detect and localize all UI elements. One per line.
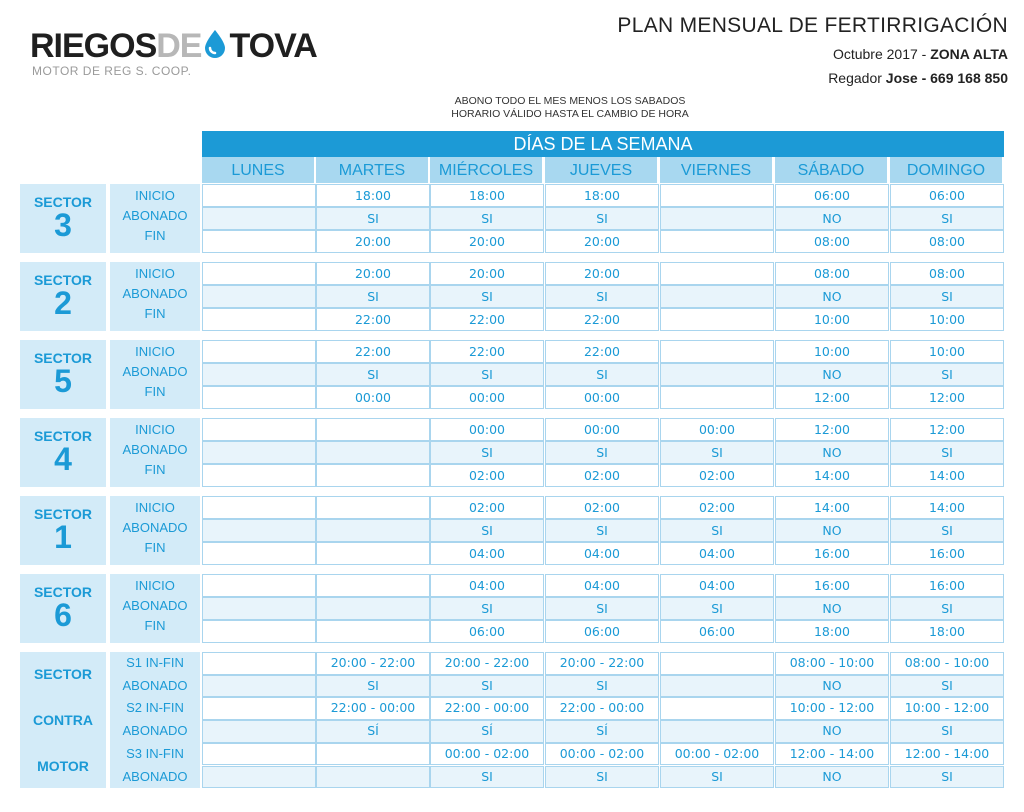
- schedule-cell: 06:00: [890, 184, 1004, 207]
- schedule-cell: 16:00: [775, 542, 889, 565]
- row-label: FIN: [144, 462, 166, 477]
- schedule-cell: [202, 285, 316, 308]
- schedule-cell: 02:00: [430, 464, 544, 487]
- schedule-cell: SI: [430, 519, 544, 542]
- sector-number: 5: [54, 363, 72, 399]
- sector-label: [20, 418, 106, 487]
- motor-cell: NO: [775, 720, 889, 743]
- schedule-cell: [316, 597, 430, 620]
- motor-cell: 22:00 - 00:00: [545, 697, 659, 720]
- schedule-cell: [660, 262, 774, 285]
- motor-cell: 12:00 - 14:00: [775, 743, 889, 766]
- zone-label: ZONA ALTA: [930, 46, 1008, 62]
- schedule-cell: 00:00: [545, 418, 659, 441]
- row-label: ABONADO: [122, 364, 188, 379]
- motor-cell: NO: [775, 675, 889, 698]
- sector-word: SECTOR: [33, 194, 93, 210]
- schedule-cell: SI: [316, 363, 430, 386]
- schedule-cell: 06:00: [660, 620, 774, 643]
- motor-row-label: S2 IN-FIN: [126, 700, 184, 716]
- note-line: ABONO TODO EL MES MENOS LOS SABADOS: [454, 95, 686, 107]
- regador-contact: Jose - 669 168 850: [885, 70, 1008, 86]
- row-label: FIN: [144, 228, 166, 243]
- schedule-cell: [660, 285, 774, 308]
- schedule-cell: 14:00: [890, 496, 1004, 519]
- row-label: INICIO: [135, 578, 175, 593]
- schedule-cell: 06:00: [545, 620, 659, 643]
- schedule-cell: 18:00: [545, 184, 659, 207]
- motor-cell: SI: [545, 675, 659, 698]
- schedule-cell: 04:00: [660, 574, 774, 597]
- schedule-cell: 12:00: [775, 418, 889, 441]
- schedule-cell: NO: [775, 441, 889, 464]
- schedule-cell: 04:00: [545, 542, 659, 565]
- row-label: ABONADO: [122, 520, 188, 535]
- motor-cell: 20:00 - 22:00: [430, 652, 544, 675]
- schedule-cell: 06:00: [775, 184, 889, 207]
- schedule-cell: 08:00: [775, 230, 889, 253]
- day-header-4: VIERNES: [660, 157, 772, 183]
- sector-label: [20, 262, 106, 331]
- schedule-cell: 12:00: [890, 386, 1004, 409]
- schedule-cell: 00:00: [430, 418, 544, 441]
- schedule-cell: 04:00: [545, 574, 659, 597]
- motor-cell: SI: [545, 766, 659, 789]
- schedule-cell: SI: [890, 441, 1004, 464]
- page-title: PLAN MENSUAL DE FERTIRRIGACIÓN: [617, 14, 1008, 37]
- sector-word: SECTOR: [33, 272, 93, 288]
- row-label: INICIO: [135, 500, 175, 515]
- row-label: FIN: [144, 384, 166, 399]
- motor-row-label: ABONADO: [122, 677, 188, 693]
- row-label: ABONADO: [122, 286, 188, 301]
- schedule-cell: [202, 230, 316, 253]
- schedule-cell: [202, 519, 316, 542]
- schedule-cell: SI: [890, 285, 1004, 308]
- schedule-cell: [316, 620, 430, 643]
- schedule-cell: SI: [660, 519, 774, 542]
- motor-cell: [202, 720, 316, 743]
- note-line: HORARIO VÁLIDO HASTA EL CAMBIO DE HORA: [451, 108, 689, 120]
- period-line: Octubre 2017 - ZONA ALTA: [832, 46, 1008, 62]
- schedule-cell: [660, 207, 774, 230]
- schedule-cell: [660, 386, 774, 409]
- motor-row-label: S3 IN-FIN: [126, 745, 184, 761]
- schedule-cell: 20:00: [545, 262, 659, 285]
- row-label: INICIO: [135, 188, 175, 203]
- motor-cell: SI: [316, 675, 430, 698]
- motor-cell: SI: [430, 675, 544, 698]
- schedule-cell: [202, 441, 316, 464]
- water-drop-icon: [202, 28, 228, 58]
- schedule-cell: 16:00: [890, 542, 1004, 565]
- schedule-cell: SI: [430, 363, 544, 386]
- schedule-cell: SI: [545, 519, 659, 542]
- schedule-cell: 20:00: [430, 230, 544, 253]
- schedule-cell: [316, 464, 430, 487]
- schedule-cell: SI: [545, 207, 659, 230]
- row-label: ABONADO: [122, 208, 188, 223]
- motor-cell: SI: [660, 766, 774, 789]
- schedule-cell: 20:00: [545, 230, 659, 253]
- motor-cell: 08:00 - 10:00: [890, 652, 1004, 675]
- motor-row-label: S1 IN-FIN: [126, 655, 184, 670]
- schedule-cell: SI: [890, 519, 1004, 542]
- schedule-cell: 02:00: [660, 496, 774, 519]
- logo-wordmark: RIEGOSDE TOVA: [30, 27, 317, 65]
- schedule-cell: 00:00: [545, 386, 659, 409]
- row-label: INICIO: [135, 266, 175, 281]
- row-label: FIN: [144, 540, 166, 555]
- logo: [30, 26, 360, 86]
- motor-label: SECTOR: [33, 666, 93, 682]
- sector-label: [20, 496, 106, 565]
- motor-cell: 10:00 - 12:00: [775, 697, 889, 720]
- motor-cell: [202, 697, 316, 720]
- schedule-cell: 14:00: [775, 496, 889, 519]
- motor-cell: [660, 697, 774, 720]
- sector-label: [20, 574, 106, 643]
- sector-word: SECTOR: [33, 350, 93, 366]
- schedule-cell: NO: [775, 285, 889, 308]
- schedule-cell: 18:00: [316, 184, 430, 207]
- schedule-cell: SI: [430, 207, 544, 230]
- schedule-cell: SI: [890, 597, 1004, 620]
- schedule-cell: SI: [660, 597, 774, 620]
- schedule-cell: 10:00: [890, 308, 1004, 331]
- schedule-cell: 10:00: [775, 308, 889, 331]
- motor-row-label: ABONADO: [122, 723, 188, 739]
- day-header-5: SÁBADO: [775, 157, 887, 183]
- schedule-cell: [202, 262, 316, 285]
- schedule-cell: 14:00: [775, 464, 889, 487]
- sector-number: 4: [54, 441, 72, 477]
- schedule-cell: 22:00: [316, 308, 430, 331]
- schedule-cell: 22:00: [430, 308, 544, 331]
- motor-cell: 00:00 - 02:00: [430, 743, 544, 766]
- motor-cell: SÍ: [545, 720, 659, 743]
- schedule-cell: 18:00: [430, 184, 544, 207]
- motor-cell: SI: [890, 675, 1004, 698]
- schedule-cell: SI: [545, 363, 659, 386]
- schedule-cell: SI: [890, 363, 1004, 386]
- schedule-cell: 08:00: [890, 230, 1004, 253]
- schedule-cell: 22:00: [545, 308, 659, 331]
- day-header-6: DOMINGO: [890, 157, 1002, 183]
- schedule-cell: [660, 363, 774, 386]
- motor-cell: 12:00 - 14:00: [890, 743, 1004, 766]
- sector-word: SECTOR: [33, 506, 93, 522]
- sector-word: SECTOR: [33, 584, 93, 600]
- motor-cell: [660, 652, 774, 675]
- motor-cell: SÍ: [430, 720, 544, 743]
- schedule-cell: [202, 308, 316, 331]
- motor-cell: SÍ: [316, 720, 430, 743]
- schedule-cell: 16:00: [775, 574, 889, 597]
- motor-cell: SI: [890, 766, 1004, 789]
- row-label: FIN: [144, 306, 166, 321]
- day-header-3: JUEVES: [545, 157, 657, 183]
- sector-word: SECTOR: [33, 428, 93, 444]
- schedule-cell: 08:00: [775, 262, 889, 285]
- motor-cell: 00:00 - 02:00: [660, 743, 774, 766]
- schedule-cell: [316, 542, 430, 565]
- sector-number: 6: [54, 597, 72, 633]
- motor-cell: 08:00 - 10:00: [775, 652, 889, 675]
- day-header-1: MARTES: [316, 157, 428, 183]
- schedule-cell: SI: [316, 207, 430, 230]
- schedule-cell: 08:00: [890, 262, 1004, 285]
- motor-label: CONTRA: [33, 712, 93, 728]
- schedule-cell: SI: [545, 285, 659, 308]
- schedule-cell: 00:00: [660, 418, 774, 441]
- motor-cell: 22:00 - 00:00: [316, 697, 430, 720]
- schedule-cell: [316, 418, 430, 441]
- schedule-cell: 02:00: [660, 464, 774, 487]
- schedule-cell: 00:00: [430, 386, 544, 409]
- schedule-cell: 14:00: [890, 464, 1004, 487]
- schedule-cell: [202, 386, 316, 409]
- motor-cell: [202, 675, 316, 698]
- motor-cell: 22:00 - 00:00: [430, 697, 544, 720]
- schedule-cell: 22:00: [430, 340, 544, 363]
- schedule-cell: [660, 308, 774, 331]
- schedule-cell: 22:00: [316, 340, 430, 363]
- schedule-cell: 10:00: [775, 340, 889, 363]
- schedule-cell: 12:00: [775, 386, 889, 409]
- schedule-cell: 04:00: [430, 574, 544, 597]
- schedule-cell: [202, 340, 316, 363]
- sector-number: 3: [54, 207, 72, 243]
- schedule-cell: [202, 574, 316, 597]
- schedule-cell: 04:00: [660, 542, 774, 565]
- motor-cell: 20:00 - 22:00: [316, 652, 430, 675]
- schedule-cell: 00:00: [316, 386, 430, 409]
- motor-cell: [202, 652, 316, 675]
- row-label: INICIO: [135, 344, 175, 359]
- schedule-cell: 20:00: [430, 262, 544, 285]
- schedule-cell: [202, 464, 316, 487]
- row-label: ABONADO: [122, 598, 188, 613]
- schedule-cell: [202, 597, 316, 620]
- motor-cell: [660, 720, 774, 743]
- schedule-notes: [400, 95, 740, 121]
- row-label: ABONADO: [122, 442, 188, 457]
- schedule-cell: SI: [660, 441, 774, 464]
- schedule-cell: [660, 230, 774, 253]
- motor-cell: 10:00 - 12:00: [890, 697, 1004, 720]
- schedule-cell: SI: [430, 285, 544, 308]
- day-header-0: LUNES: [202, 157, 314, 183]
- sector-label: [20, 340, 106, 409]
- schedule-cell: 18:00: [890, 620, 1004, 643]
- motor-cell: 00:00 - 02:00: [545, 743, 659, 766]
- schedule-cell: [660, 340, 774, 363]
- schedule-cell: [316, 496, 430, 519]
- schedule-cell: NO: [775, 597, 889, 620]
- schedule-cell: [202, 184, 316, 207]
- schedule-cell: SI: [890, 207, 1004, 230]
- sector-number: 1: [54, 519, 72, 555]
- schedule-cell: 20:00: [316, 262, 430, 285]
- schedule-cell: [202, 496, 316, 519]
- day-header-2: MIÉRCOLES: [430, 157, 542, 183]
- schedule-cell: [316, 519, 430, 542]
- schedule-cell: [202, 363, 316, 386]
- row-label: INICIO: [135, 422, 175, 437]
- schedule-cell: 18:00: [775, 620, 889, 643]
- motor-cell: SI: [430, 766, 544, 789]
- schedule-cell: [316, 441, 430, 464]
- motor-cell: 20:00 - 22:00: [545, 652, 659, 675]
- schedule-cell: SI: [545, 441, 659, 464]
- row-label: FIN: [144, 618, 166, 633]
- schedule-cell: 02:00: [545, 464, 659, 487]
- schedule-cell: NO: [775, 363, 889, 386]
- schedule-cell: [202, 542, 316, 565]
- motor-cell: [316, 766, 430, 789]
- motor-label: MOTOR: [37, 758, 89, 774]
- motor-cell: [202, 766, 316, 789]
- motor-cell: [316, 743, 430, 766]
- schedule-cell: [202, 207, 316, 230]
- schedule-cell: NO: [775, 519, 889, 542]
- schedule-cell: 10:00: [890, 340, 1004, 363]
- schedule-cell: 04:00: [430, 542, 544, 565]
- motor-cell: [660, 675, 774, 698]
- schedule-cell: SI: [545, 597, 659, 620]
- motor-row-label: ABONADO: [122, 768, 188, 784]
- schedule-cell: 02:00: [545, 496, 659, 519]
- schedule-cell: [316, 574, 430, 597]
- sector-number: 2: [54, 285, 72, 321]
- schedule-cell: 12:00: [890, 418, 1004, 441]
- motor-cell: [202, 743, 316, 766]
- schedule-cell: SI: [316, 285, 430, 308]
- schedule-cell: [202, 418, 316, 441]
- schedule-cell: [660, 184, 774, 207]
- schedule-cell: 20:00: [316, 230, 430, 253]
- week-title: DÍAS DE LA SEMANA: [202, 131, 1004, 157]
- schedule-cell: NO: [775, 207, 889, 230]
- schedule-cell: SI: [430, 597, 544, 620]
- schedule-cell: [202, 620, 316, 643]
- schedule-cell: SI: [430, 441, 544, 464]
- motor-cell: SI: [890, 720, 1004, 743]
- schedule-cell: 02:00: [430, 496, 544, 519]
- motor-cell: NO: [775, 766, 889, 789]
- sector-label: [20, 184, 106, 253]
- logo-subtitle: MOTOR DE REG S. COOP.: [32, 64, 192, 78]
- regador-line: Regador Jose - 669 168 850: [828, 70, 1008, 86]
- schedule-cell: 16:00: [890, 574, 1004, 597]
- schedule-cell: 22:00: [545, 340, 659, 363]
- schedule-cell: 06:00: [430, 620, 544, 643]
